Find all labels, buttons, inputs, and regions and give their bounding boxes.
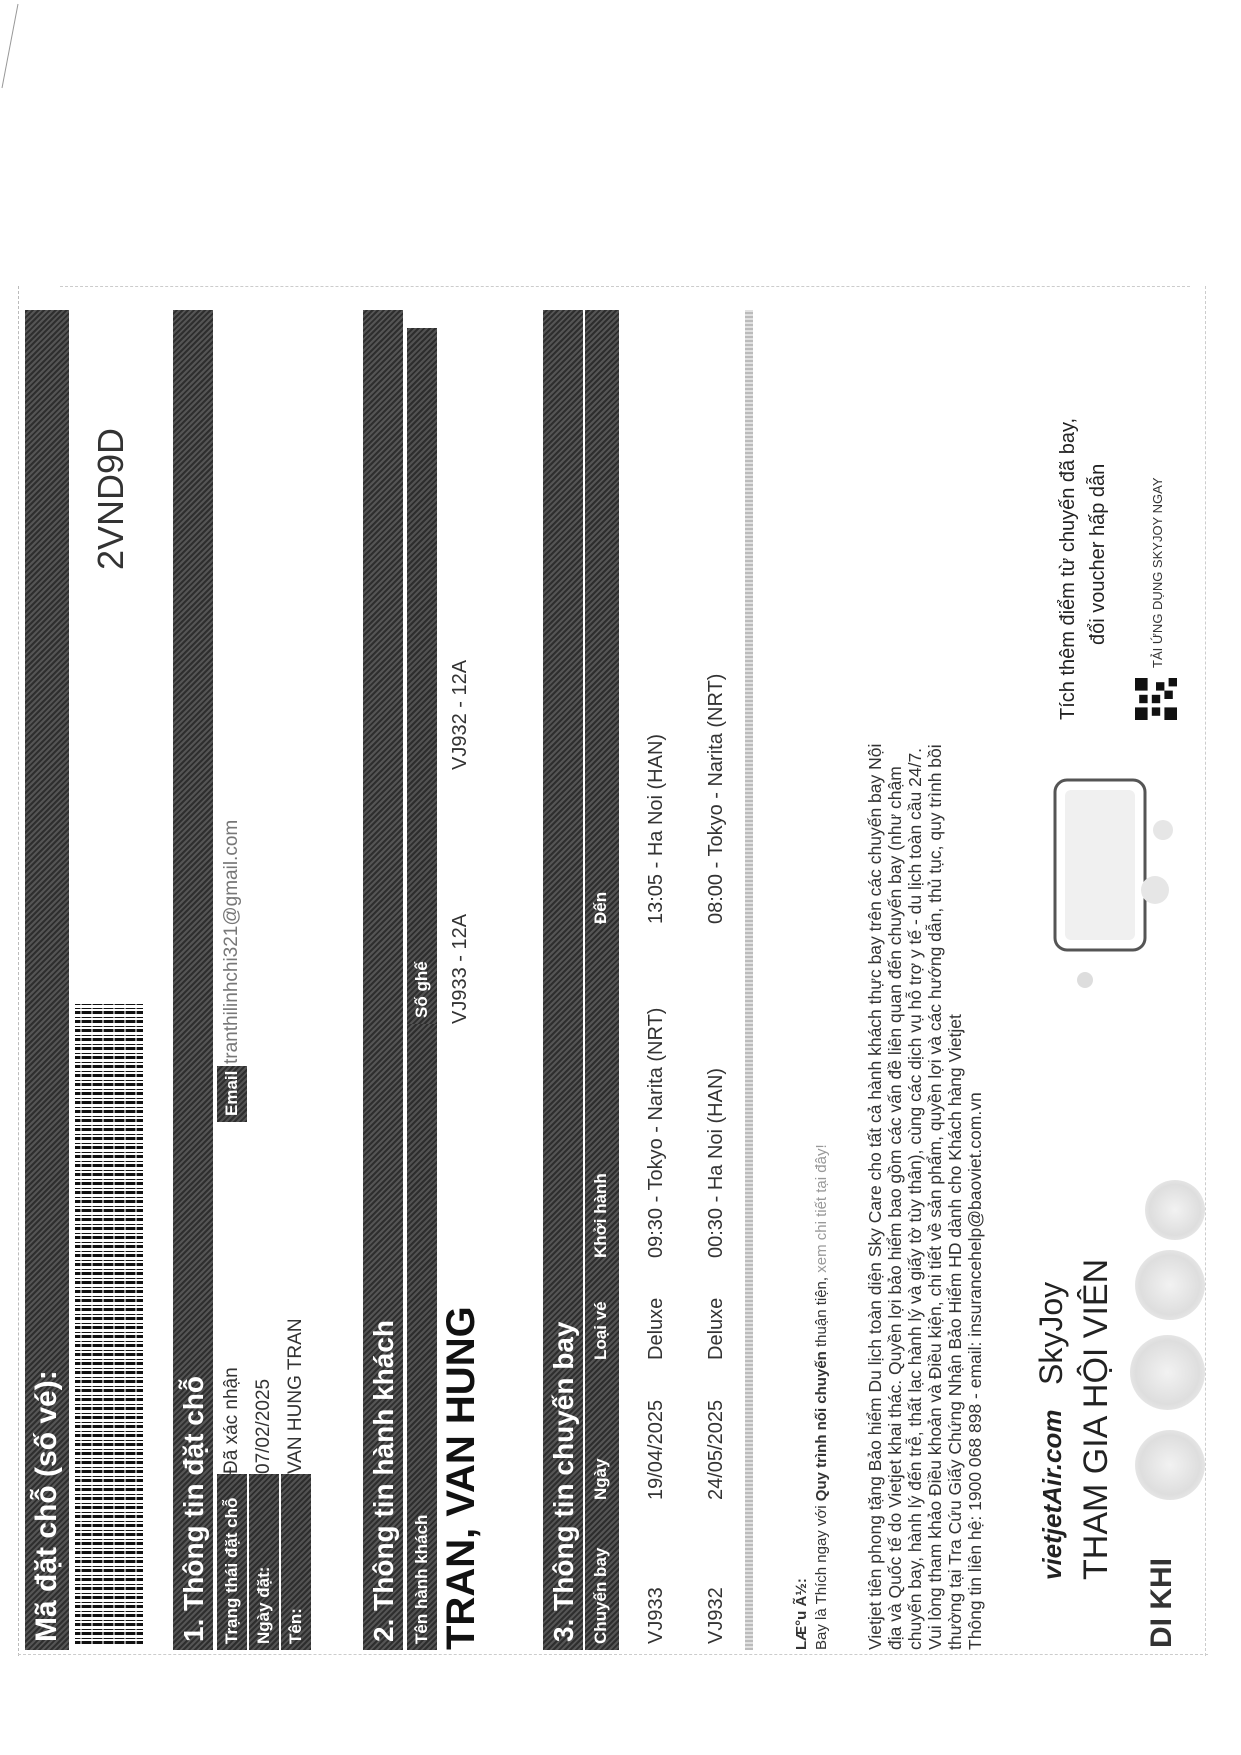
qr-code-icon[interactable] — [1135, 678, 1177, 720]
email-value: tranthilinhchi321@gmail.com — [221, 819, 242, 1064]
app-cta[interactable]: TẢI ỨNG DỤNG SKYJOY NGAY — [1150, 477, 1165, 668]
passenger-name: TRAN, VAN HUNG — [439, 1306, 483, 1650]
section3-bar — [543, 310, 583, 1650]
insurance-line: Thông tin liên hệ: 1900 068 898 - email: insurancehelp@baoviet.com.vn — [965, 1092, 985, 1650]
status-label: Trạng thái đặt chỗ — [217, 1474, 247, 1650]
promo-banner[interactable] — [995, 310, 1205, 1650]
scan-border-bottom — [18, 1654, 1208, 1655]
date-label: Ngày đặt: — [249, 1474, 279, 1650]
seat-label: Số ghế — [407, 328, 437, 1024]
seat-1: VJ933 - 12A — [449, 913, 471, 1024]
scan-border-right — [1205, 286, 1206, 1656]
vietjet-logo: vietjetAir.com — [1037, 1409, 1067, 1580]
col-flight: Chuyến bay — [591, 1547, 610, 1644]
corner-text: DI KHI — [1145, 1558, 1178, 1648]
notes-line — [813, 1144, 830, 1650]
col-fare: Loại vé — [591, 1301, 610, 1360]
scan-border-left — [18, 286, 19, 1656]
seat-2: VJ932 - 12A — [449, 659, 471, 770]
notes-bold: Quy trình nối chuyến — [813, 1351, 830, 1502]
section2-bar — [363, 310, 403, 1650]
row1-flight: VJ933 — [645, 1587, 667, 1644]
date-value: 07/02/2025 — [253, 1378, 274, 1474]
flight-table-header — [585, 310, 619, 1650]
promo-blob — [1130, 1335, 1205, 1410]
insurance-line: chuyến bay, hành lý đến trễ, thất lạc hành lý và giấy tờ tùy thân), cùng các dịch vụ hỗ trợ y tế - du lịch toàn cầu 24/7. — [905, 747, 925, 1650]
section3-title: 3. Thông tin chuyến bay — [548, 1321, 579, 1642]
name-label: Tên: — [281, 1474, 311, 1650]
promo-blob — [1145, 1180, 1205, 1240]
notes-mid: thuận tiện, — [813, 1272, 830, 1352]
section1-bar — [173, 310, 213, 1650]
email-label: Email — [217, 1066, 247, 1122]
e-ticket — [25, 280, 1205, 1650]
row2-arrival: 08:00 - Tokyo - Narita (NRT) — [705, 673, 727, 924]
scan-mark — [0, 0, 40, 90]
promo-tagline-2: đổi voucher hấp dẫn — [1087, 463, 1109, 645]
col-departure: Khởi hành — [591, 1173, 610, 1258]
notes-prefix: Bay là Thích ngay với — [813, 1501, 830, 1650]
row1-departure: 09:30 - Tokyo - Narita (NRT) — [645, 1007, 667, 1258]
row2-fare: Deluxe — [705, 1297, 727, 1360]
promo-tagline-1: Tích thêm điểm từ chuyến đã bay, — [1057, 417, 1079, 720]
skyjoy-logo: SkyJoy — [1033, 1281, 1069, 1385]
row1-date: 19/04/2025 — [645, 1399, 667, 1500]
promo-blob — [1135, 1250, 1205, 1320]
notes-link[interactable]: xem chi tiết tại đây! — [813, 1144, 830, 1273]
insurance-line: thường tại Tra Cứu Giấy Chứng Nhận Bảo Hiểm HD dành cho Khách hàng Vietjet — [945, 1014, 965, 1650]
barcode-texture — [75, 1004, 143, 1644]
section1-title: 1. Thông tin đặt chỗ — [178, 1376, 209, 1642]
insurance-line: Vui lòng tham khảo Điều khoản và Điều kiện, chi tiết về sản phẩm, quyền lợi và các hướng dẫn, thủ tục, quy trình bồi — [925, 744, 945, 1650]
promo-blob — [1135, 1430, 1205, 1500]
passenger-label: Tên hành khách — [407, 1024, 437, 1650]
col-arrival: Đến — [591, 891, 610, 924]
row2-departure: 00:30 - Ha Noi (HAN) — [705, 1067, 727, 1258]
phone-illustration — [1045, 750, 1185, 1010]
promo-headline: THAM GIA HỘI VIÊN — [1077, 1258, 1115, 1580]
row1-fare: Deluxe — [645, 1297, 667, 1360]
table-divider — [745, 310, 753, 1650]
insurance-line: Vietjet tiên phong tặng Bảo hiểm Du lịch toàn diện Sky Care cho tất cả hành khách thực bay trên các chuyến bay Nội — [865, 743, 885, 1650]
col-date: Ngày — [591, 1458, 610, 1500]
insurance-line: địa và Quốc tế do Vietjet khai thác. Quyền lợi bảo hiểm bao gồm các vấn đề liên quan đến chuyến bay (như chậm — [885, 766, 905, 1650]
insurance-paragraph — [865, 520, 985, 1650]
booking-code-bar — [25, 310, 69, 1650]
row1-arrival: 13:05 - Ha Noi (HAN) — [645, 733, 667, 924]
row2-date: 24/05/2025 — [705, 1399, 727, 1500]
booking-code: 2VND9D — [90, 427, 131, 570]
status-value: Đã xác nhận — [221, 1367, 242, 1474]
notes-heading: LÆ°u Ã½: — [793, 1578, 810, 1650]
row2-flight: VJ932 — [705, 1587, 727, 1644]
name-value: VAN HUNG TRAN — [285, 1318, 306, 1474]
booking-code-label: Mã đặt chỗ (số vé): — [30, 1370, 63, 1642]
section2-title: 2. Thông tin hành khách — [368, 1320, 399, 1642]
